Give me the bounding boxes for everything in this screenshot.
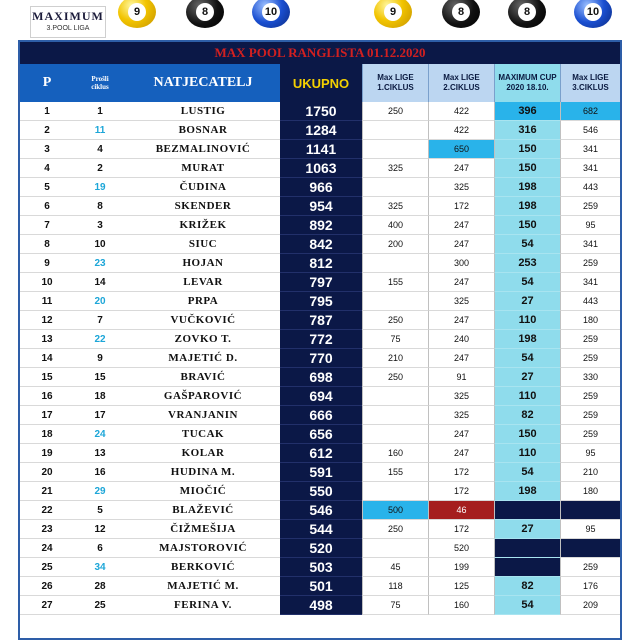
previous-cycle-cell: 24 — [74, 425, 126, 444]
cup-points: 396 — [494, 102, 560, 121]
competitor-name: BRAVIĆ — [126, 368, 280, 387]
previous-cycle-cell: 25 — [74, 596, 126, 615]
previous-cycle-cell: 3 — [74, 216, 126, 235]
position-cell: 23 — [20, 520, 74, 539]
position-cell: 7 — [20, 216, 74, 235]
total-points: 666 — [280, 406, 362, 425]
cycle2-points: 247 — [428, 216, 494, 235]
competitor-name: BLAŽEVIĆ — [126, 501, 280, 520]
previous-cycle-cell: 17 — [74, 406, 126, 425]
header-previous-line1: Prošli — [91, 75, 109, 83]
cycle2-points: 46 — [428, 501, 494, 520]
header-previous — [74, 64, 126, 102]
cup-points: 54 — [494, 273, 560, 292]
cup-points: 198 — [494, 482, 560, 501]
total-points: 892 — [280, 216, 362, 235]
cup-points: 27 — [494, 368, 560, 387]
header-cycle3: Max LIGE 3.CIKLUS — [560, 64, 620, 102]
total-points: 772 — [280, 330, 362, 349]
position-cell: 18 — [20, 425, 74, 444]
position-cell: 22 — [20, 501, 74, 520]
header-previous-line2: ciklus — [91, 83, 109, 91]
cycle1-points: 500 — [362, 501, 428, 520]
total-points: 698 — [280, 368, 362, 387]
table-row — [20, 349, 620, 368]
cup-points: 27 — [494, 520, 560, 539]
cycle1-points: 155 — [362, 273, 428, 292]
cup-points: 198 — [494, 197, 560, 216]
cup-points: 198 — [494, 178, 560, 197]
table-row — [20, 197, 620, 216]
total-points: 503 — [280, 558, 362, 577]
cycle1-points: 325 — [362, 197, 428, 216]
total-points: 812 — [280, 254, 362, 273]
table-row — [20, 178, 620, 197]
total-points: 546 — [280, 501, 362, 520]
table-row — [20, 482, 620, 501]
total-points: 797 — [280, 273, 362, 292]
total-points: 1284 — [280, 121, 362, 140]
header-total: UKUPNO — [280, 64, 362, 102]
competitor-name: VRANJANIN — [126, 406, 280, 425]
total-points: 770 — [280, 349, 362, 368]
cycle3-points: 341 — [560, 273, 620, 292]
position-cell: 26 — [20, 577, 74, 596]
position-cell: 17 — [20, 406, 74, 425]
competitor-name: KOLAR — [126, 444, 280, 463]
cycle1-points: 325 — [362, 159, 428, 178]
cycle1-points — [362, 140, 428, 159]
cup-points: 54 — [494, 596, 560, 615]
position-cell: 19 — [20, 444, 74, 463]
previous-cycle-cell: 4 — [74, 140, 126, 159]
maximum-logo — [30, 6, 106, 38]
total-points: 966 — [280, 178, 362, 197]
total-points: 501 — [280, 577, 362, 596]
cycle2-points: 247 — [428, 235, 494, 254]
table-row — [20, 425, 620, 444]
previous-cycle-cell: 18 — [74, 387, 126, 406]
cycle3-points: 330 — [560, 368, 620, 387]
competitor-name: TUCAK — [126, 425, 280, 444]
position-cell: 20 — [20, 463, 74, 482]
previous-cycle-cell: 28 — [74, 577, 126, 596]
table-row — [20, 121, 620, 140]
cycle1-points — [362, 387, 428, 406]
table-row — [20, 558, 620, 577]
previous-cycle-cell: 2 — [74, 159, 126, 178]
cup-points: 110 — [494, 387, 560, 406]
cycle1-points — [362, 292, 428, 311]
competitor-name: MAJETIĆ M. — [126, 577, 280, 596]
cycle1-points: 400 — [362, 216, 428, 235]
position-cell: 13 — [20, 330, 74, 349]
competitor-name: ČIŽMEŠIJA — [126, 520, 280, 539]
cycle3-points: 682 — [560, 102, 620, 121]
competitor-name: HOJAN — [126, 254, 280, 273]
cycle3-points: 180 — [560, 311, 620, 330]
cycle3-points — [560, 539, 620, 558]
total-points: 1750 — [280, 102, 362, 121]
competitor-name: BOSNAR — [126, 121, 280, 140]
cycle1-points: 200 — [362, 235, 428, 254]
table-row — [20, 520, 620, 539]
cycle3-points: 259 — [560, 406, 620, 425]
cycle3-points: 259 — [560, 254, 620, 273]
cycle2-points: 247 — [428, 159, 494, 178]
previous-cycle-cell: 9 — [74, 349, 126, 368]
previous-cycle-cell: 20 — [74, 292, 126, 311]
cup-points: 82 — [494, 406, 560, 425]
cycle1-points: 250 — [362, 520, 428, 539]
cup-points: 150 — [494, 216, 560, 235]
total-points: 1063 — [280, 159, 362, 178]
position-cell: 2 — [20, 121, 74, 140]
table-row — [20, 140, 620, 159]
cycle1-points: 210 — [362, 349, 428, 368]
previous-cycle-cell: 14 — [74, 273, 126, 292]
position-cell: 12 — [20, 311, 74, 330]
cup-points: 316 — [494, 121, 560, 140]
cup-points: 110 — [494, 444, 560, 463]
cycle3-points: 443 — [560, 292, 620, 311]
cycle2-points: 300 — [428, 254, 494, 273]
position-cell: 15 — [20, 368, 74, 387]
table-row — [20, 102, 620, 121]
competitor-name: PRPA — [126, 292, 280, 311]
cycle2-points: 247 — [428, 273, 494, 292]
cycle2-points: 247 — [428, 444, 494, 463]
position-cell: 10 — [20, 273, 74, 292]
table-row — [20, 216, 620, 235]
cycle3-points: 209 — [560, 596, 620, 615]
table-row — [20, 368, 620, 387]
competitor-name: ZOVKO T. — [126, 330, 280, 349]
previous-cycle-cell: 15 — [74, 368, 126, 387]
cycle2-points: 247 — [428, 425, 494, 444]
position-cell: 8 — [20, 235, 74, 254]
cycle2-points: 247 — [428, 311, 494, 330]
table-row — [20, 159, 620, 178]
cycle3-points: 259 — [560, 349, 620, 368]
cup-points: 54 — [494, 349, 560, 368]
ball-number: 10 — [584, 3, 602, 21]
cycle1-points — [362, 425, 428, 444]
cycle2-points: 422 — [428, 121, 494, 140]
table-row — [20, 330, 620, 349]
total-points: 550 — [280, 482, 362, 501]
cycle3-points: 341 — [560, 235, 620, 254]
cycle2-points: 172 — [428, 520, 494, 539]
cycle3-points: 259 — [560, 387, 620, 406]
cycle1-points: 45 — [362, 558, 428, 577]
cup-points: 54 — [494, 235, 560, 254]
total-points: 842 — [280, 235, 362, 254]
previous-cycle-cell: 13 — [74, 444, 126, 463]
cycle3-points: 259 — [560, 197, 620, 216]
competitor-name: LUSTIG — [126, 102, 280, 121]
cycle3-points — [560, 501, 620, 520]
competitor-name: BERKOVIĆ — [126, 558, 280, 577]
table-row — [20, 406, 620, 425]
cycle3-points: 210 — [560, 463, 620, 482]
table-row — [20, 292, 620, 311]
logo-subtitle: 3.POOL LIGA — [46, 25, 90, 32]
pool-ball-10-icon — [252, 0, 290, 28]
ball-number: 10 — [262, 3, 280, 21]
competitor-name: VUČKOVIĆ — [126, 311, 280, 330]
cycle3-points: 259 — [560, 558, 620, 577]
table-row — [20, 273, 620, 292]
table-row — [20, 254, 620, 273]
cycle2-points: 172 — [428, 463, 494, 482]
cup-points: 150 — [494, 140, 560, 159]
table-row — [20, 501, 620, 520]
header-position: P — [20, 64, 74, 102]
position-cell: 3 — [20, 140, 74, 159]
cycle2-points: 422 — [428, 102, 494, 121]
pool-ball-8-icon — [186, 0, 224, 28]
total-points: 544 — [280, 520, 362, 539]
position-cell: 6 — [20, 197, 74, 216]
cup-points: 54 — [494, 463, 560, 482]
cycle1-points: 250 — [362, 368, 428, 387]
cycle3-points: 259 — [560, 330, 620, 349]
table-row — [20, 577, 620, 596]
previous-cycle-cell: 12 — [74, 520, 126, 539]
cycle1-points — [362, 539, 428, 558]
cycle2-points: 172 — [428, 482, 494, 501]
total-points: 694 — [280, 387, 362, 406]
previous-cycle-cell: 10 — [74, 235, 126, 254]
table-row — [20, 596, 620, 615]
total-points: 656 — [280, 425, 362, 444]
cycle2-points: 325 — [428, 292, 494, 311]
cycle3-points: 259 — [560, 425, 620, 444]
table-row — [20, 311, 620, 330]
previous-cycle-cell: 23 — [74, 254, 126, 273]
table-row — [20, 539, 620, 558]
cycle1-points: 250 — [362, 311, 428, 330]
pool-ball-9-icon — [118, 0, 156, 28]
cycle1-points — [362, 482, 428, 501]
cycle1-points: 155 — [362, 463, 428, 482]
pool-ball-8-icon — [442, 0, 480, 28]
previous-cycle-cell: 8 — [74, 197, 126, 216]
table-row — [20, 463, 620, 482]
competitor-name: GAŠPAROVIĆ — [126, 387, 280, 406]
competitor-name: KRIŽEK — [126, 216, 280, 235]
cycle3-points: 95 — [560, 520, 620, 539]
cycle2-points: 160 — [428, 596, 494, 615]
cycle1-points — [362, 121, 428, 140]
cycle2-points: 325 — [428, 387, 494, 406]
cycle1-points — [362, 178, 428, 197]
competitor-name: SKENDER — [126, 197, 280, 216]
total-points: 1141 — [280, 140, 362, 159]
previous-cycle-cell: 34 — [74, 558, 126, 577]
top-banner — [0, 0, 640, 40]
cup-points — [494, 501, 560, 520]
ball-number: 9 — [128, 3, 146, 21]
cup-points: 110 — [494, 311, 560, 330]
cycle1-points: 250 — [362, 102, 428, 121]
competitor-name: MIOČIĆ — [126, 482, 280, 501]
cup-points: 150 — [494, 159, 560, 178]
competitor-name: LEVAR — [126, 273, 280, 292]
cycle1-points — [362, 254, 428, 273]
cup-points — [494, 539, 560, 558]
cycle3-points: 95 — [560, 444, 620, 463]
cup-points: 198 — [494, 330, 560, 349]
cycle1-points: 75 — [362, 330, 428, 349]
position-cell: 5 — [20, 178, 74, 197]
previous-cycle-cell: 19 — [74, 178, 126, 197]
ball-number: 9 — [384, 3, 402, 21]
cycle1-points: 118 — [362, 577, 428, 596]
cycle3-points: 546 — [560, 121, 620, 140]
total-points: 612 — [280, 444, 362, 463]
cup-points: 27 — [494, 292, 560, 311]
position-cell: 27 — [20, 596, 74, 615]
cup-points: 82 — [494, 577, 560, 596]
cup-points: 253 — [494, 254, 560, 273]
position-cell: 24 — [20, 539, 74, 558]
header-cycle2: Max LIGE 2.CIKLUS — [428, 64, 494, 102]
cycle2-points: 247 — [428, 349, 494, 368]
cycle2-points: 650 — [428, 140, 494, 159]
cycle1-points: 160 — [362, 444, 428, 463]
cycle2-points: 172 — [428, 197, 494, 216]
competitor-name: FERINA V. — [126, 596, 280, 615]
competitor-name: MAJSTOROVIĆ — [126, 539, 280, 558]
table-header — [20, 64, 620, 102]
total-points: 954 — [280, 197, 362, 216]
ball-number: 8 — [518, 3, 536, 21]
logo-title: MAXIMUM — [32, 9, 104, 23]
total-points: 591 — [280, 463, 362, 482]
previous-cycle-cell: 5 — [74, 501, 126, 520]
competitor-name: MURAT — [126, 159, 280, 178]
cycle3-points: 176 — [560, 577, 620, 596]
position-cell: 4 — [20, 159, 74, 178]
position-cell: 21 — [20, 482, 74, 501]
cycle1-points — [362, 406, 428, 425]
cycle2-points: 91 — [428, 368, 494, 387]
previous-cycle-cell: 6 — [74, 539, 126, 558]
total-points: 795 — [280, 292, 362, 311]
cycle2-points: 240 — [428, 330, 494, 349]
position-cell: 1 — [20, 102, 74, 121]
position-cell: 11 — [20, 292, 74, 311]
cup-points: 150 — [494, 425, 560, 444]
ball-number: 8 — [452, 3, 470, 21]
position-cell: 16 — [20, 387, 74, 406]
cycle2-points: 125 — [428, 577, 494, 596]
previous-cycle-cell: 7 — [74, 311, 126, 330]
total-points: 520 — [280, 539, 362, 558]
header-competitor: NATJECATELJ — [126, 64, 280, 102]
cycle2-points: 325 — [428, 178, 494, 197]
cycle3-points: 341 — [560, 159, 620, 178]
cycle3-points: 341 — [560, 140, 620, 159]
header-cup: MAXIMUM CUP 2020 18.10. — [494, 64, 560, 102]
header-cycle1: Max LIGE 1.CIKLUS — [362, 64, 428, 102]
table-row — [20, 235, 620, 254]
position-cell: 14 — [20, 349, 74, 368]
ball-number: 8 — [196, 3, 214, 21]
previous-cycle-cell: 16 — [74, 463, 126, 482]
cycle2-points: 199 — [428, 558, 494, 577]
table-row — [20, 444, 620, 463]
competitor-name: MAJETIĆ D. — [126, 349, 280, 368]
total-points: 787 — [280, 311, 362, 330]
pool-ball-10-icon — [574, 0, 612, 28]
position-cell: 25 — [20, 558, 74, 577]
previous-cycle-cell: 22 — [74, 330, 126, 349]
previous-cycle-cell: 29 — [74, 482, 126, 501]
total-points: 498 — [280, 596, 362, 615]
ranking-table — [18, 40, 622, 640]
cycle1-points: 75 — [362, 596, 428, 615]
cycle2-points: 520 — [428, 539, 494, 558]
previous-cycle-cell: 11 — [74, 121, 126, 140]
pool-ball-8-icon — [508, 0, 546, 28]
competitor-name: HUDINA M. — [126, 463, 280, 482]
table-row — [20, 387, 620, 406]
cycle2-points: 325 — [428, 406, 494, 425]
cycle3-points: 180 — [560, 482, 620, 501]
previous-cycle-cell: 1 — [74, 102, 126, 121]
table-title: MAX POOL RANGLISTA 01.12.2020 — [20, 42, 620, 64]
competitor-name: SIUC — [126, 235, 280, 254]
cycle3-points: 95 — [560, 216, 620, 235]
cup-points — [494, 558, 560, 577]
cycle3-points: 443 — [560, 178, 620, 197]
pool-ball-9-icon — [374, 0, 412, 28]
competitor-name: BEZMALINOVIĆ — [126, 140, 280, 159]
competitor-name: ČUDINA — [126, 178, 280, 197]
position-cell: 9 — [20, 254, 74, 273]
